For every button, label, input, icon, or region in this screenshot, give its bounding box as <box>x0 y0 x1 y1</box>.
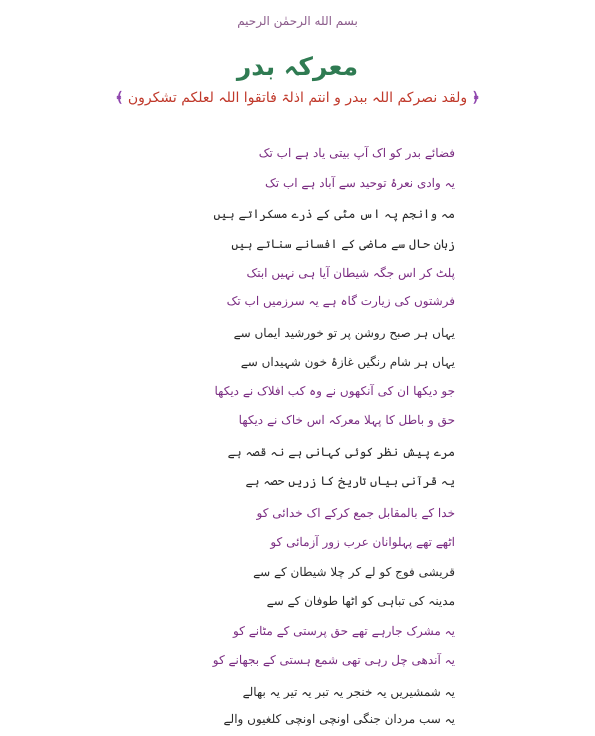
poem-line: مرے پیش نظر کوئی کہانی ہے نہ قصہ ہے <box>227 445 455 459</box>
page-title: معرکہ بدر <box>236 52 359 81</box>
poem-line: یہ مشرک جارہے تھے حق پرستی کے مٹانے کو <box>232 624 455 638</box>
poem-line: قریشی فوج کو لے کر چلا شیطان کے سے <box>253 565 455 579</box>
poem-line: مدینہ کی تباہی کو اٹھا طوفان کے سے <box>266 594 455 608</box>
poem-line: حق و باطل کا پہلا معرکہ اس خاک نے دیکھا <box>238 413 455 427</box>
poem-line: یہ وادی نعرۂ توحید سے آباد ہے اب تک <box>265 176 455 190</box>
poem-line: پلٹ کر اس جگہ شیطان آیا ہی نہیں ابتک <box>246 266 455 280</box>
ornate-bracket-close-icon: ﴾ <box>115 90 124 106</box>
quranic-verse-text: ولقد نصرکم اللہ ببدر و انتم اذلۃ فاتقوا اللہ لعلکم تشکرون <box>127 90 468 106</box>
bismillah-heading: بسم الله الرحمٰن الرحيم <box>237 14 358 28</box>
quranic-verse <box>0 90 595 106</box>
poem-line: یہ سب مردان جنگی اونچی اونچی کلغیوں والے <box>223 712 455 726</box>
poem-line: مہ وانجم پہ اس مٹی کے ذرے مسکراتے ہیں <box>213 207 455 221</box>
ornate-bracket-open-icon: ﴿ <box>471 90 480 106</box>
poem-line: یہ شمشیریں یہ خنجر یہ تبر یہ تیر یہ بھالے <box>242 685 455 699</box>
poem-line: یہ آندھی چل رہی تھی شمع ہستی کے بجھانے کو <box>212 653 455 667</box>
poem-line: فضائے بدر کو اک آپ بیتی یاد ہے اب تک <box>258 146 455 160</box>
poem-line: خدا کے بالمقابل جمع کرکے اک خدائی کو <box>256 506 455 520</box>
poem-line: جو دیکھا ان کی آنکھوں نے وہ کب افلاک نے دیکھا <box>214 384 455 398</box>
poem-line: زبان حال سے ماضی کے افسانے سناتے ہیں <box>231 237 455 251</box>
poem-line: اٹھے تھے پہلوانان عرب زور آزمائی کو <box>270 535 455 549</box>
poem-line: یہاں ہر صبح روشن پر تو خورشید ایماں سے <box>233 326 455 340</box>
poem-line: یہاں ہر شام رنگیں غازۂ خون شہیداں سے <box>240 355 455 369</box>
poem-line: یہ قرآنی بیاں تاریخ کا زریں حصہ ہے <box>245 474 455 488</box>
poem-line: فرشتوں کی زیارت گاہ ہے یہ سرزمیں اب تک <box>226 294 455 308</box>
